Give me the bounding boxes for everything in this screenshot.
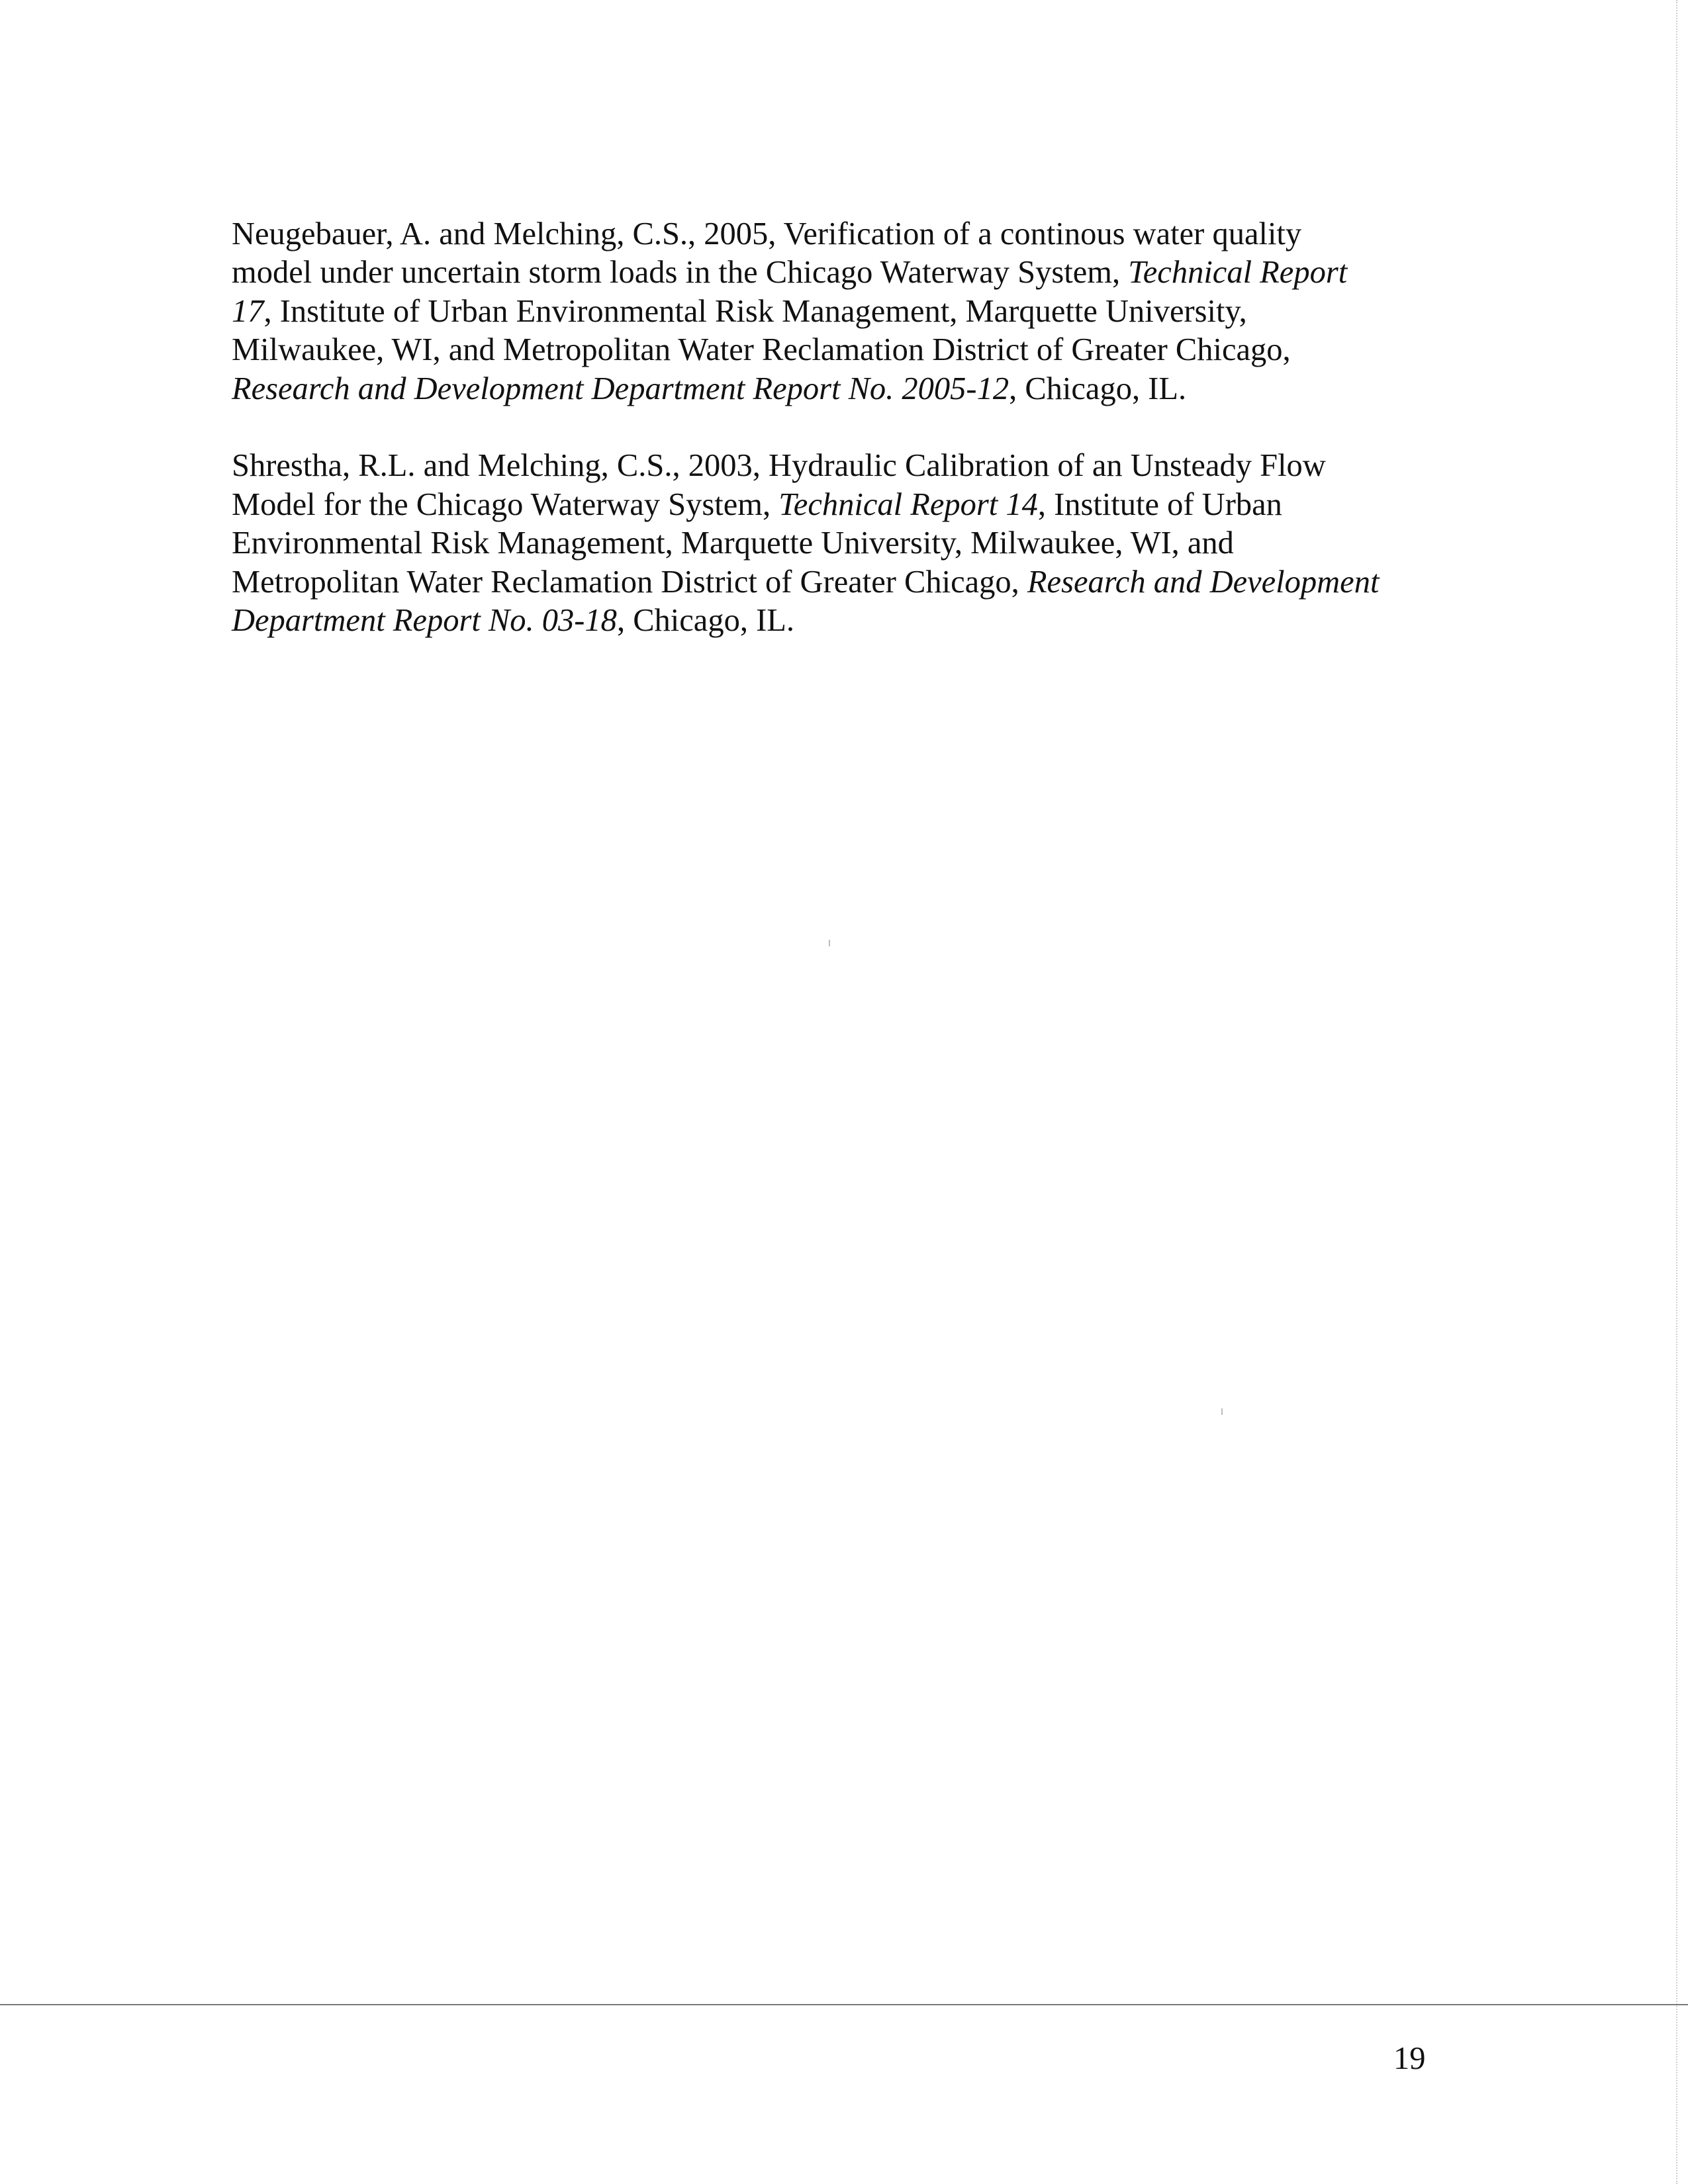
references-list (232, 215, 1489, 679)
reference-text: Metropolitan Water Reclamation District of Greater Chicago, (232, 564, 1027, 600)
reference-text: Neugebauer, A. and Melching, C.S., 2005, Verification of a continous water quality (232, 216, 1302, 251)
reference-line (232, 563, 1489, 602)
reference-text: Milwaukee, WI, and Metropolitan Water Reclamation District of Greater Chicago, (232, 332, 1291, 368)
scan-edge-artifact (1676, 0, 1677, 2184)
reference-entry (232, 447, 1489, 640)
reference-line (232, 524, 1489, 563)
reference-italic-text: 17 (232, 293, 264, 329)
reference-text: model under uncertain storm loads in the Chicago Waterway System, (232, 255, 1129, 291)
reference-text: Shrestha, R.L. and Melching, C.S., 2003, Hydraulic Calibration of an Unsteady Flow (232, 448, 1326, 484)
reference-text: Model for the Chicago Waterway System, (232, 486, 779, 522)
reference-italic-text: Technical Report (1128, 255, 1348, 291)
reference-text: , Chicago, IL. (1009, 371, 1187, 406)
reference-line (232, 602, 1489, 640)
reference-text: , Institute of Urban Environmental Risk Management, Marquette University, (263, 293, 1247, 329)
reference-line (232, 370, 1489, 408)
scan-speck (829, 940, 830, 946)
reference-line (232, 253, 1489, 292)
reference-line (232, 293, 1489, 331)
reference-italic-text: Department Report No. 03-18 (232, 603, 617, 639)
reference-entry (232, 215, 1489, 408)
scan-speck (1221, 1408, 1223, 1415)
reference-italic-text: Research and Development Department Report No. 2005-12 (232, 371, 1009, 406)
reference-line (232, 331, 1489, 369)
reference-text: Environmental Risk Management, Marquette University, Milwaukee, WI, and (232, 525, 1234, 561)
page-number: 19 (1393, 2041, 1426, 2076)
reference-text: , Chicago, IL. (616, 603, 794, 639)
reference-line (232, 215, 1489, 253)
reference-italic-text: Technical Report 14 (778, 486, 1038, 522)
footer-rule (0, 2004, 1688, 2005)
reference-line (232, 447, 1489, 485)
reference-line (232, 486, 1489, 524)
reference-italic-text: Research and Development (1027, 564, 1380, 600)
reference-text: , Institute of Urban (1037, 486, 1282, 522)
